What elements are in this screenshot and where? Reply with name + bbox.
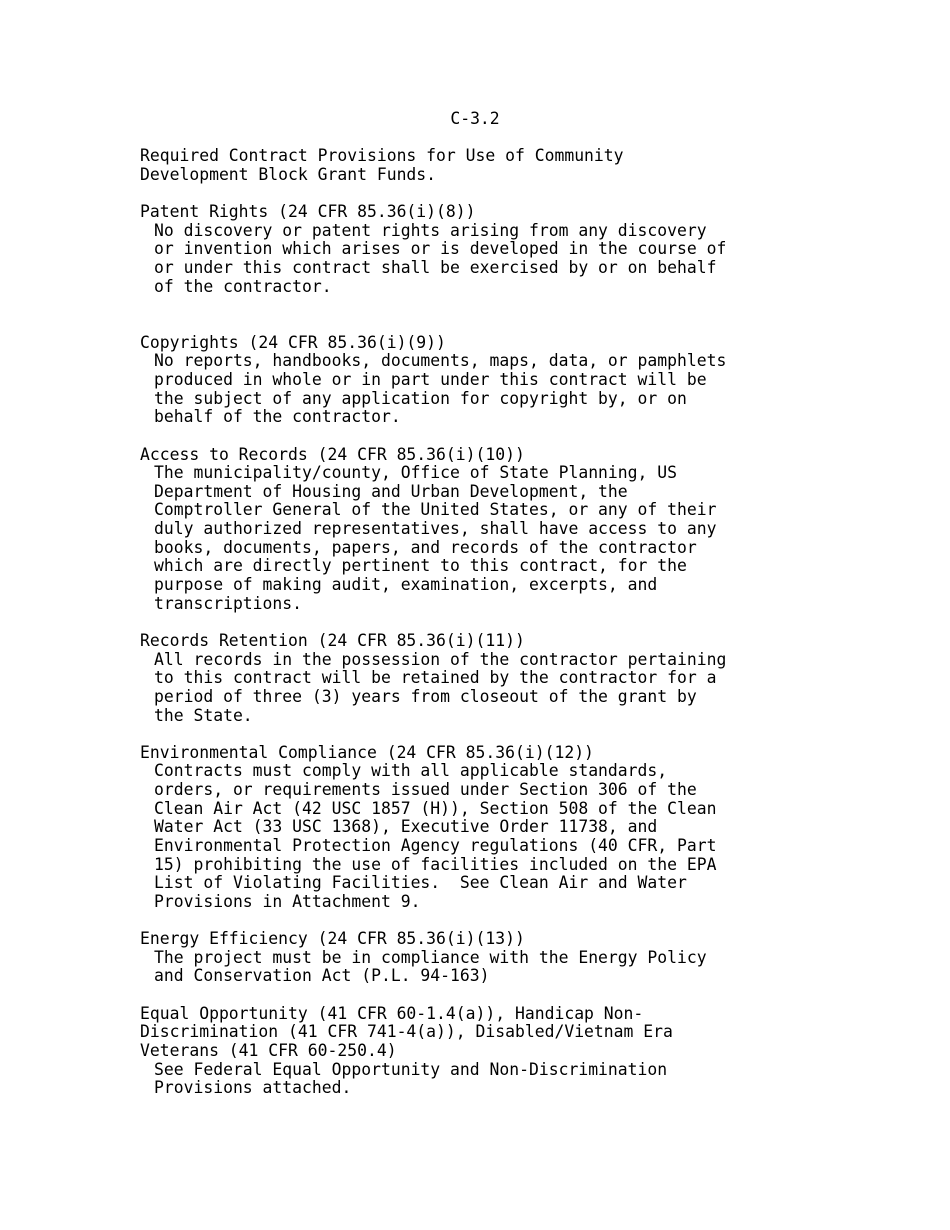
document-page bbox=[140, 110, 840, 1098]
section-heading: Energy Efficiency (24 CFR 85.36(i)(13)) bbox=[140, 929, 525, 949]
section-body-line: Clean Air Act (42 USC 1857 (H)), Section 508 of the Clean bbox=[154, 798, 717, 818]
section-patent-rights bbox=[140, 203, 840, 296]
spacer bbox=[140, 427, 840, 446]
section-body-line: The project must be in compliance with the Energy Policy bbox=[154, 947, 707, 967]
section-body-line: the State. bbox=[154, 705, 253, 725]
title-line: Development Block Grant Funds. bbox=[140, 164, 437, 184]
spacer bbox=[140, 912, 840, 931]
section-body-line: Provisions attached. bbox=[154, 1078, 352, 1098]
section-body-line: the subject of any application for copyright by, or on bbox=[154, 388, 687, 408]
section-body-line: Water Act (33 USC 1368), Executive Order 11738, and bbox=[154, 817, 658, 837]
section-heading: Copyrights (24 CFR 85.36(i)(9)) bbox=[140, 332, 446, 352]
spacer bbox=[140, 725, 840, 744]
section-body-line: books, documents, papers, and records of the contractor bbox=[154, 537, 697, 557]
spacer bbox=[140, 185, 840, 204]
section-heading: Veterans (41 CFR 60-250.4) bbox=[140, 1041, 397, 1061]
page-number: C-3.2 bbox=[450, 109, 500, 128]
section-body-line: Department of Housing and Urban Development, the bbox=[154, 481, 628, 501]
section-body-line: No discovery or patent rights arising from any discovery bbox=[154, 220, 707, 240]
section-records-retention bbox=[140, 632, 840, 725]
section-body-line: Environmental Protection Agency regulations (40 CFR, Part bbox=[154, 836, 717, 855]
section-body-line: purpose of making audit, examination, excerpts, and bbox=[154, 575, 658, 595]
section-access-to-records bbox=[140, 446, 840, 614]
section-body-line: Contracts must comply with all applicable standards, bbox=[154, 761, 668, 781]
section-body-line: behalf of the contractor. bbox=[154, 407, 401, 427]
section-copyrights bbox=[140, 334, 840, 427]
section-environmental-compliance bbox=[140, 744, 840, 912]
section-body-line: period of three (3) years from closeout of the grant by bbox=[154, 686, 697, 706]
section-body-line: transcriptions. bbox=[154, 593, 303, 613]
section-heading: Records Retention (24 CFR 85.36(i)(11)) bbox=[140, 630, 525, 650]
section-equal-opportunity bbox=[140, 1005, 840, 1098]
document-title bbox=[140, 147, 840, 184]
section-body-line: 15) prohibiting the use of facilities included on the EPA bbox=[154, 854, 717, 874]
title-line: Required Contract Provisions for Use of Community bbox=[140, 146, 624, 166]
section-body-line: Provisions in Attachment 9. bbox=[154, 891, 421, 911]
section-heading: Discrimination (41 CFR 741-4(a)), Disabled/Vietnam Era bbox=[140, 1022, 673, 1042]
spacer bbox=[140, 296, 840, 333]
section-body-line: or invention which arises or is developed in the course of bbox=[154, 239, 727, 259]
section-heading: Environmental Compliance (24 CFR 85.36(i)(12)) bbox=[140, 742, 594, 762]
section-body-line: produced in whole or in part under this contract will be bbox=[154, 369, 707, 389]
section-body-line: or under this contract shall be exercised by or on behalf bbox=[154, 258, 717, 278]
spacer bbox=[140, 613, 840, 632]
spacer bbox=[140, 129, 840, 148]
section-heading: Patent Rights (24 CFR 85.36(i)(8)) bbox=[140, 202, 476, 222]
spacer bbox=[140, 986, 840, 1005]
section-heading: Equal Opportunity (41 CFR 60-1.4(a)), Handicap Non- bbox=[140, 1003, 644, 1023]
section-body-line: to this contract will be retained by the contractor for a bbox=[154, 668, 717, 688]
section-body-line: duly authorized representatives, shall have access to any bbox=[154, 519, 717, 539]
section-body-line: of the contractor. bbox=[154, 276, 332, 296]
section-body-line: which are directly pertinent to this contract, for the bbox=[154, 556, 687, 576]
section-body-line: Comptroller General of the United States, or any of their bbox=[154, 500, 717, 520]
section-body-line: and Conservation Act (P.L. 94-163) bbox=[154, 966, 490, 986]
section-body-line: The municipality/county, Office of State Planning, US bbox=[154, 463, 678, 483]
section-body-line: orders, or requirements issued under Section 306 of the bbox=[154, 780, 697, 800]
section-body-line: List of Violating Facilities. See Clean Air and Water bbox=[154, 873, 687, 893]
section-body-line: No reports, handbooks, documents, maps, data, or pamphlets bbox=[154, 351, 727, 371]
section-energy-efficiency bbox=[140, 930, 840, 986]
section-body-line: All records in the possession of the contractor pertaining bbox=[154, 649, 727, 669]
section-body-line: See Federal Equal Opportunity and Non-Discrimination bbox=[154, 1059, 668, 1079]
section-heading: Access to Records (24 CFR 85.36(i)(10)) bbox=[140, 444, 525, 464]
